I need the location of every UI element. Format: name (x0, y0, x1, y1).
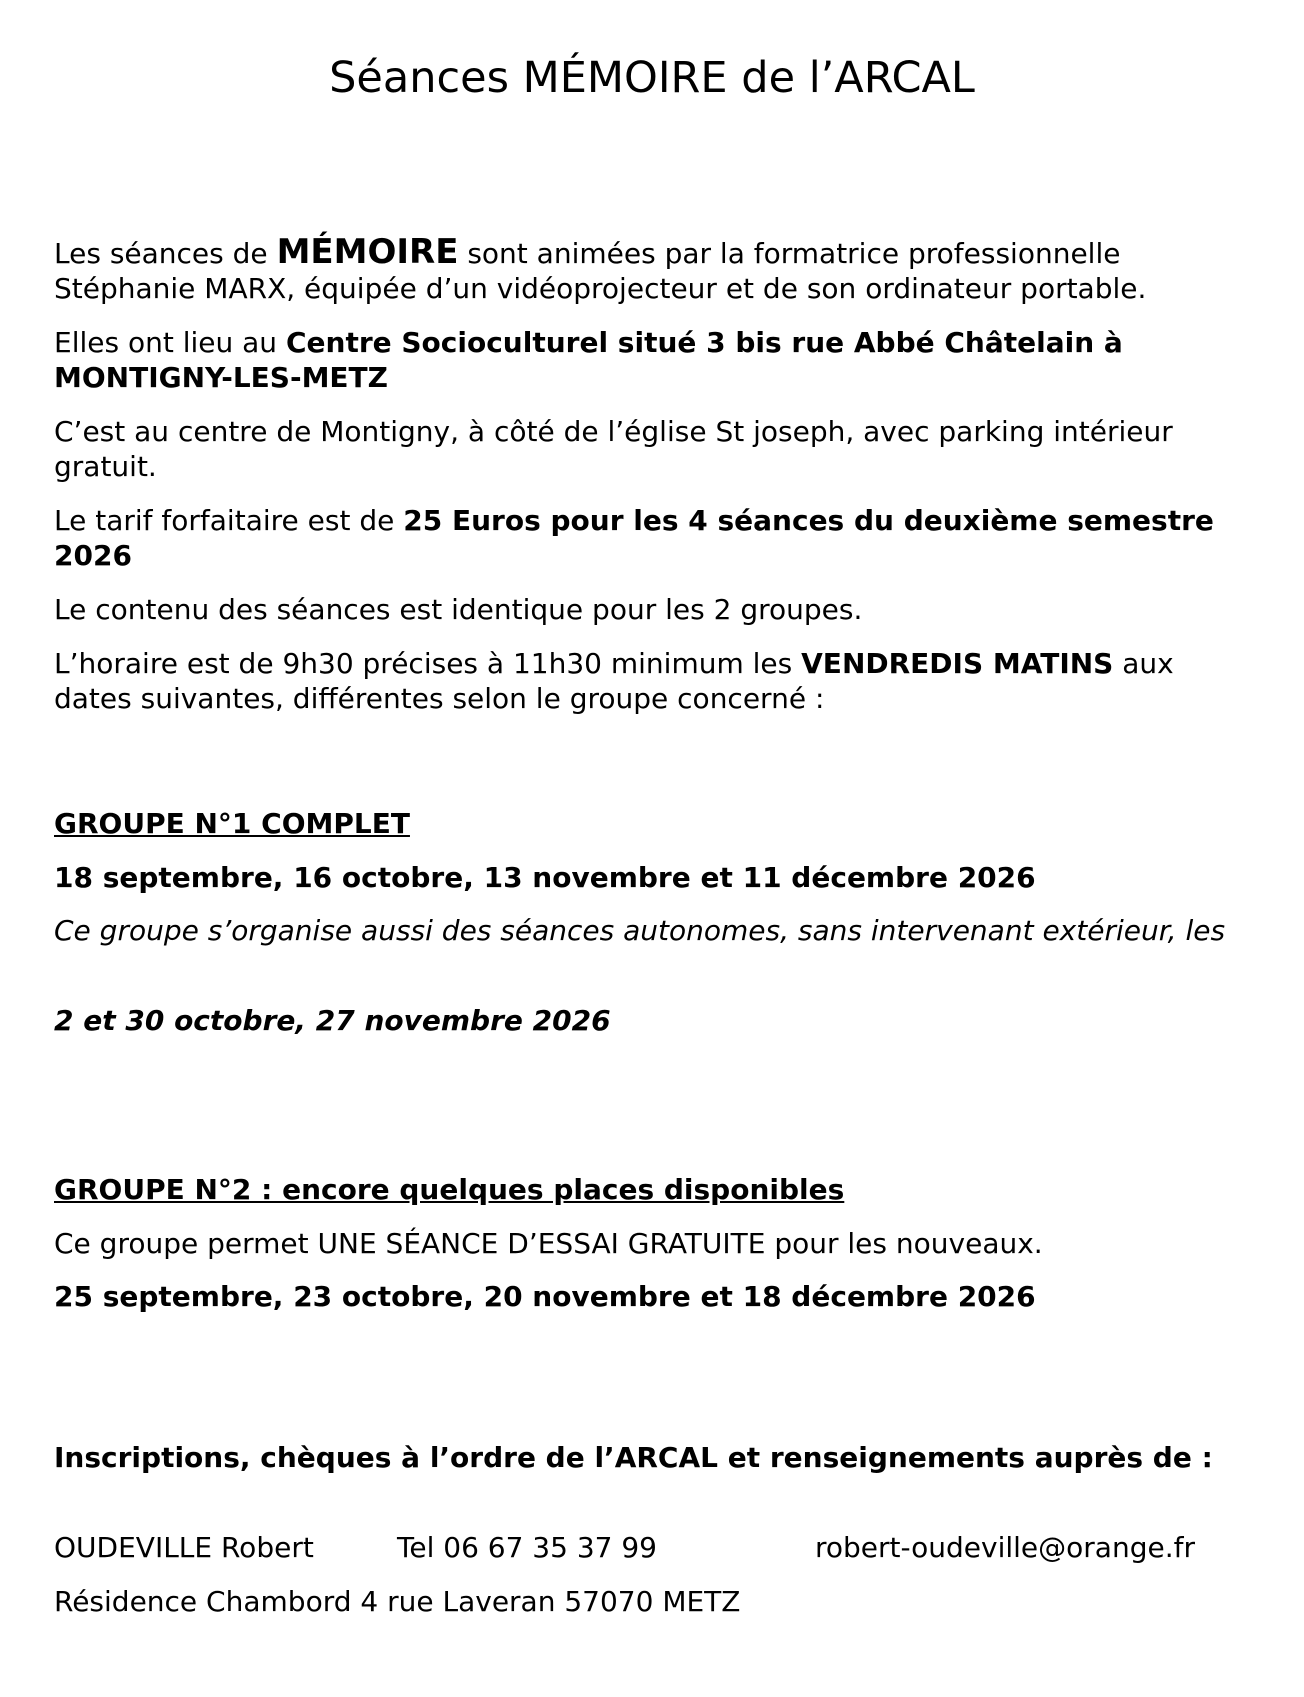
intro-bold-word: MÉMOIRE (276, 232, 459, 272)
schedule-suffix: aux dates suivantes, différentes selon le groupe concerné : (54, 647, 1174, 715)
group2-heading: GROUPE N°2 : encore quelques places disponibles (54, 1173, 845, 1206)
schedule-days: VENDREDIS MATINS (801, 647, 1114, 680)
contact-email: robert-oudeville@orange.fr (815, 1531, 1195, 1564)
intro-text-start: Les séances de (54, 237, 277, 270)
group2-dates: 25 septembre, 23 octobre, 20 novembre et 18 décembre 2026 (54, 1280, 1036, 1313)
schedule-paragraph (54, 646, 1254, 716)
location-place: Centre Socioculturel situé 3 bis rue Abbé Châtelain à MONTIGNY-LES-METZ (54, 326, 1123, 394)
group1-autonomous-note: Ce groupe s’organise aussi des séances autonomes, sans intervenant extérieur, les (54, 914, 1226, 947)
group2-trial-note: Ce groupe permet UNE SÉANCE D’ESSAI GRATUITE pour les nouveaux. (54, 1227, 1043, 1260)
group1-dates: 18 septembre, 16 octobre, 13 novembre et 11 décembre 2026 (54, 861, 1036, 894)
intro-paragraph (54, 232, 1254, 306)
group1-heading: GROUPE N°1 COMPLET (54, 807, 410, 840)
contact-line (54, 1530, 1254, 1565)
contact-phone: Tel 06 67 35 37 99 (397, 1531, 657, 1564)
price-paragraph (54, 503, 1254, 573)
contact-name: OUDEVILLE Robert (54, 1531, 314, 1564)
location-paragraph (54, 325, 1254, 395)
page-title: Séances MÉMOIRE de l’ARCAL (329, 53, 975, 103)
price-amount: 25 Euros pour les 4 séances du deuxième semestre 2026 (54, 504, 1214, 572)
price-prefix: Le tarif forfaitaire est de (54, 504, 404, 537)
contact-heading: Inscriptions, chèques à l’ordre de l’ARCAL et renseignements auprès de : (54, 1441, 1213, 1474)
contact-address: Résidence Chambord 4 rue Laveran 57070 METZ (54, 1585, 741, 1618)
intro-text-end: sont animées par la formatrice professionnelle Stéphanie MARX, équipée d’un vidéoprojecteur et de son ordinateur portable. (54, 237, 1147, 305)
content-note: Le contenu des séances est identique pour les 2 groupes. (54, 593, 863, 626)
access-paragraph: C’est au centre de Montigny, à côté de l’église St joseph, avec parking intérieur gratuit. (54, 415, 1173, 483)
location-prefix: Elles ont lieu au (54, 326, 286, 359)
schedule-prefix: L’horaire est de 9h30 précises à 11h30 minimum les (54, 647, 802, 680)
group1-autonomous-dates: 2 et 30 octobre, 27 novembre 2026 (54, 1004, 611, 1037)
